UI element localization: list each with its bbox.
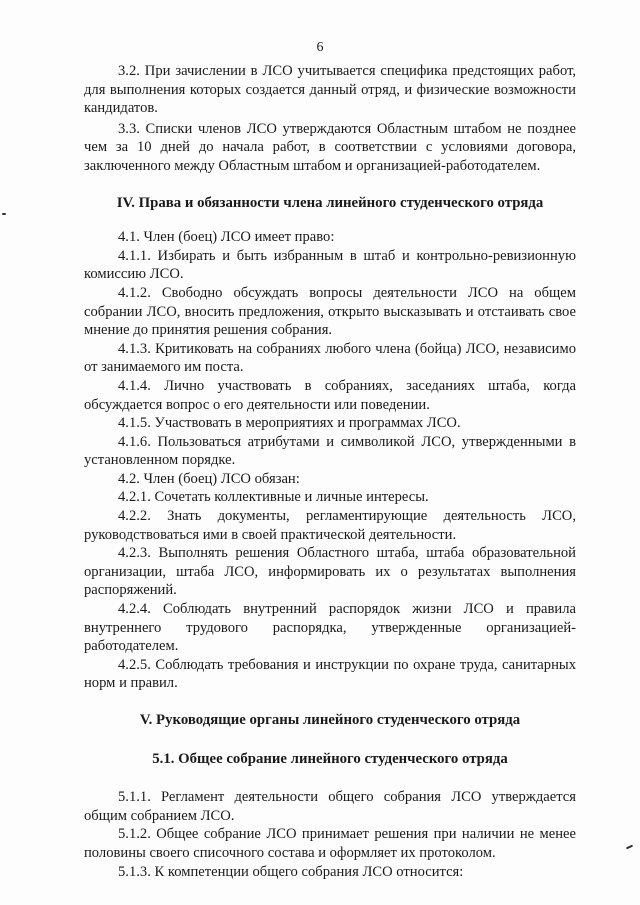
- paragraph-4-2-3: 4.2.3. Выполнять решения Областного штаба, штаба образовательной организации, штаба ЛСО, информировать их о результатах выполнения распоряжений.: [84, 545, 576, 599]
- document-body: [84, 62, 576, 881]
- scan-mark-bottom-right: [626, 845, 633, 850]
- paragraph-3-3: 3.3. Списки членов ЛСО утверждаются Областным штабом не позднее чем за 10 дней до начала работ, в соответствии с условиями договора, заключенного между Областным штабом и организацией-работодателем.: [84, 120, 576, 174]
- paragraph-5-1-2: 5.1.2. Общее собрание ЛСО принимает решения при наличии не менее половины своего списочного состава и оформляет их протоколом.: [84, 826, 576, 861]
- paragraph-4-2-4: 4.2.4. Соблюдать внутренний распорядок жизни ЛСО и правила внутреннего трудового распорядка, утвержденные организацией-работодателем.: [84, 601, 576, 655]
- paragraph-4-2-1: 4.2.1. Сочетать коллективные и личные интересы.: [118, 489, 429, 506]
- paragraph-4-1-2: 4.1.2. Свободно обсуждать вопросы деятельности ЛСО на общем собрании ЛСО, вносить предложения, открыто высказывать и отстаивать свое мнение до принятия решения собрания.: [84, 284, 576, 339]
- paragraph-4-1-3: 4.1.3. Критиковать на собраниях любого члена (бойца) ЛСО, независимо от занимаемого им поста.: [84, 340, 576, 376]
- paragraph-3-2: 3.2. При зачислении в ЛСО учитывается специфика предстоящих работ, для выполнения которых создается данный отряд, и физические возможности кандидатов.: [84, 63, 576, 117]
- paragraph-5-1-1: 5.1.1. Регламент деятельности общего собрания ЛСО утверждается общим собранием ЛСО.: [84, 789, 576, 824]
- paragraph-5-1-3: 5.1.3. К компетенции общего собрания ЛСО относится:: [118, 863, 464, 880]
- paragraph-4-2-5: 4.2.5. Соблюдать требования и инструкции по охране труда, санитарных норм и правил.: [84, 656, 576, 692]
- page-number: 6: [316, 40, 324, 55]
- paragraph-4-1-5: 4.1.5. Участвовать в мероприятиях и программах ЛСО.: [118, 415, 461, 432]
- paragraph-4-2-2: 4.2.2. Знать документы, регламентирующие деятельность ЛСО, руководствоваться ими в своей практической деятельности.: [84, 508, 576, 543]
- paragraph-4-1-4: 4.1.4. Лично участвовать в собраниях, заседаниях штаба, когда обсуждается вопрос о его деятельности или поведении.: [84, 377, 576, 413]
- section-4-title: IV. Права и обязанности члена линейного студенческого отряда: [116, 194, 544, 211]
- paragraph-4-1: 4.1. Член (боец) ЛСО имеет право:: [118, 229, 335, 246]
- subsection-5-1-title: 5.1. Общее собрание линейного студенческого отряда: [152, 750, 508, 767]
- section-5-title: V. Руководящие органы линейного студенческого отряда: [139, 712, 521, 728]
- paragraph-4-1-1: 4.1.1. Избирать и быть избранным в штаб и контрольно-ревизионную комиссию ЛСО.: [84, 247, 576, 283]
- scan-mark-left: [2, 213, 6, 215]
- paragraph-4-2: 4.2. Член (боец) ЛСО обязан:: [118, 470, 300, 487]
- paragraph-4-1-6: 4.1.6. Пользоваться атрибутами и символикой ЛСО, утвержденными в установленном порядке.: [84, 433, 576, 469]
